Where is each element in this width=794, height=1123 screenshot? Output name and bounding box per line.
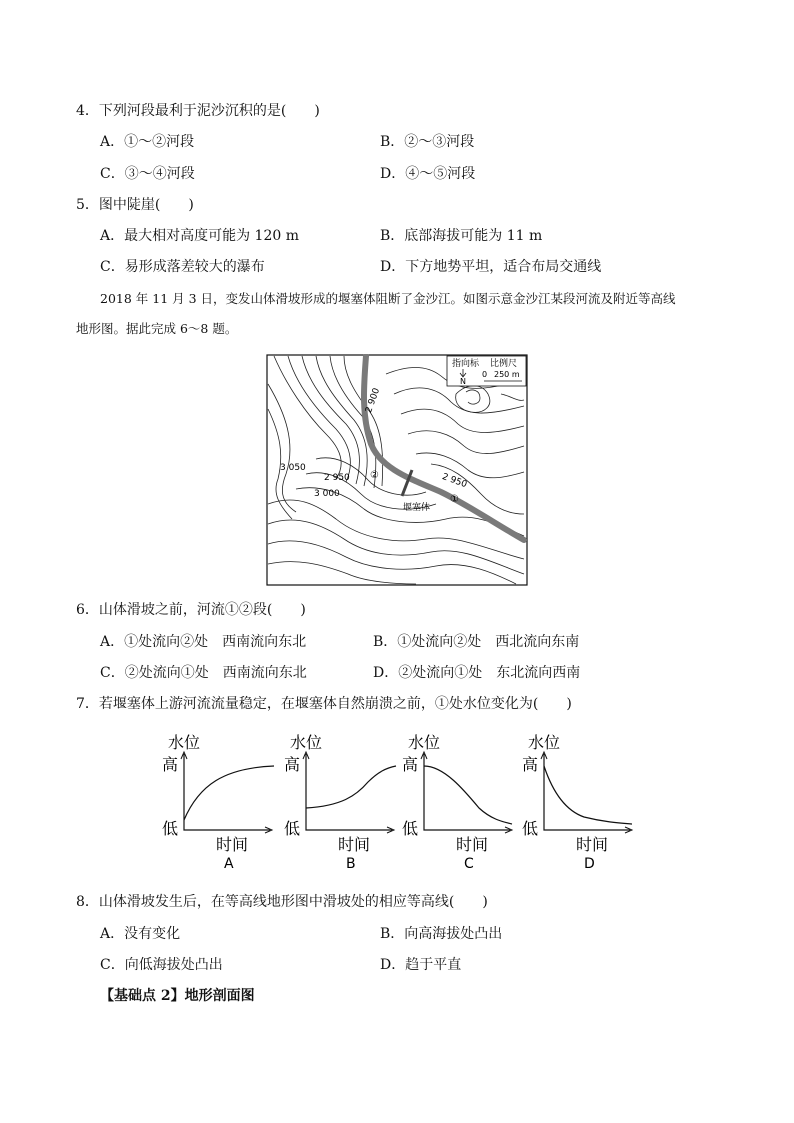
graph-curve	[306, 766, 396, 808]
q6-option-b[interactable]: B．①处流向②处 西北流向东南	[373, 634, 580, 650]
q4-option-b[interactable]: B．②～③河段	[380, 134, 475, 150]
graph-y-label: 水位	[290, 733, 323, 752]
q8-option-d[interactable]: D．趋于平直	[380, 957, 462, 973]
scale-zero: 0	[482, 370, 488, 379]
q5-option-b[interactable]: B．底部海拔可能为 11 m	[380, 228, 543, 244]
graph-axes	[544, 754, 630, 830]
label-3000: 3 000	[314, 489, 340, 499]
north-letter: N	[460, 377, 466, 386]
graph-curve	[424, 766, 512, 824]
passage-line-2: 地形图。据此完成 6～8 题。	[76, 321, 238, 336]
graph-x-label: 时间	[216, 835, 249, 854]
q6-stem: 6．山体滑坡之前，河流①②段( )	[76, 602, 306, 618]
q6-option-d[interactable]: D．②处流向①处 东北流向西南	[373, 665, 581, 681]
legend-north-title: 指向标	[452, 359, 480, 369]
q8-option-a[interactable]: A．没有变化	[100, 926, 181, 942]
q7-stem: 7．若堰塞体上游河流流量稳定，在堰塞体自然崩溃之前，①处水位变化为( )	[76, 696, 572, 712]
graph-low-label: 低	[522, 819, 539, 838]
graph-axes	[184, 754, 270, 830]
label-2950-right: 2 950	[440, 472, 469, 491]
graph-high-label: 高	[162, 755, 179, 774]
label-2900: 2 900	[364, 386, 383, 415]
passage-line-1: 2018 年 11 月 3 日，变发山体滑坡形成的堰塞体阻断了金沙江。如图示意金沙江某段河流及附近等高线	[100, 291, 676, 306]
q6-option-a[interactable]: A．①处流向②处 西南流向东北	[100, 634, 307, 650]
graph-y-label: 水位	[168, 733, 201, 752]
q5-option-a[interactable]: A．最大相对高度可能为 120 m	[100, 228, 300, 244]
legend-scale-title: 比例尺	[490, 359, 518, 369]
graph-curve	[544, 766, 632, 824]
label-3050: 3 050	[280, 463, 306, 473]
graph-c	[400, 730, 520, 870]
dam-label: 堰塞体	[403, 503, 431, 513]
graph-d	[520, 730, 640, 870]
graph-letter: A	[224, 856, 234, 870]
graph-a	[160, 730, 280, 870]
q8-stem: 8．山体滑坡发生后，在等高线地形图中滑坡处的相应等高线( )	[76, 894, 488, 910]
q8-option-b[interactable]: B．向高海拔处凸出	[380, 926, 503, 942]
contour-map	[266, 354, 528, 586]
graph-high-label: 高	[402, 755, 419, 774]
graph-high-label: 高	[284, 755, 301, 774]
q4-option-d[interactable]: D．④～⑤河段	[380, 166, 476, 182]
q4-option-a[interactable]: A．①～②河段	[100, 134, 195, 150]
point-1: ①	[450, 494, 459, 505]
graph-letter: B	[346, 856, 356, 870]
q5-option-d[interactable]: D．下方地势平坦，适合布局交通线	[380, 259, 602, 275]
q5-option-c[interactable]: C．易形成落差较大的瀑布	[100, 259, 265, 275]
q4-stem: 4．下列河段最利于泥沙沉积的是( )	[76, 103, 320, 119]
graph-y-label: 水位	[408, 733, 441, 752]
graph-letter: D	[584, 856, 595, 870]
graph-low-label: 低	[284, 819, 301, 838]
graph-x-label: 时间	[576, 835, 609, 854]
point-2: ②	[370, 470, 379, 481]
graph-high-label: 高	[522, 755, 539, 774]
section-heading: 【基础点 2】地形剖面图	[100, 988, 255, 1004]
q8-option-c[interactable]: C．向低海拔处凸出	[100, 957, 223, 973]
graph-letter: C	[464, 856, 474, 870]
graph-low-label: 低	[162, 819, 179, 838]
graph-x-label: 时间	[338, 835, 371, 854]
scale-value: 250 m	[494, 370, 520, 379]
q4-option-c[interactable]: C．③～④河段	[100, 166, 195, 182]
graph-axes	[424, 754, 510, 830]
label-2950-left: 2 950	[324, 473, 350, 483]
graph-x-label: 时间	[456, 835, 489, 854]
q5-stem: 5．图中陡崖( )	[76, 197, 194, 213]
q6-option-c[interactable]: C．②处流向①处 西南流向东北	[100, 665, 307, 681]
graph-y-label: 水位	[528, 733, 561, 752]
graph-b	[282, 730, 402, 870]
graph-curve	[184, 766, 274, 820]
graph-low-label: 低	[402, 819, 419, 838]
graph-axes	[306, 754, 392, 830]
